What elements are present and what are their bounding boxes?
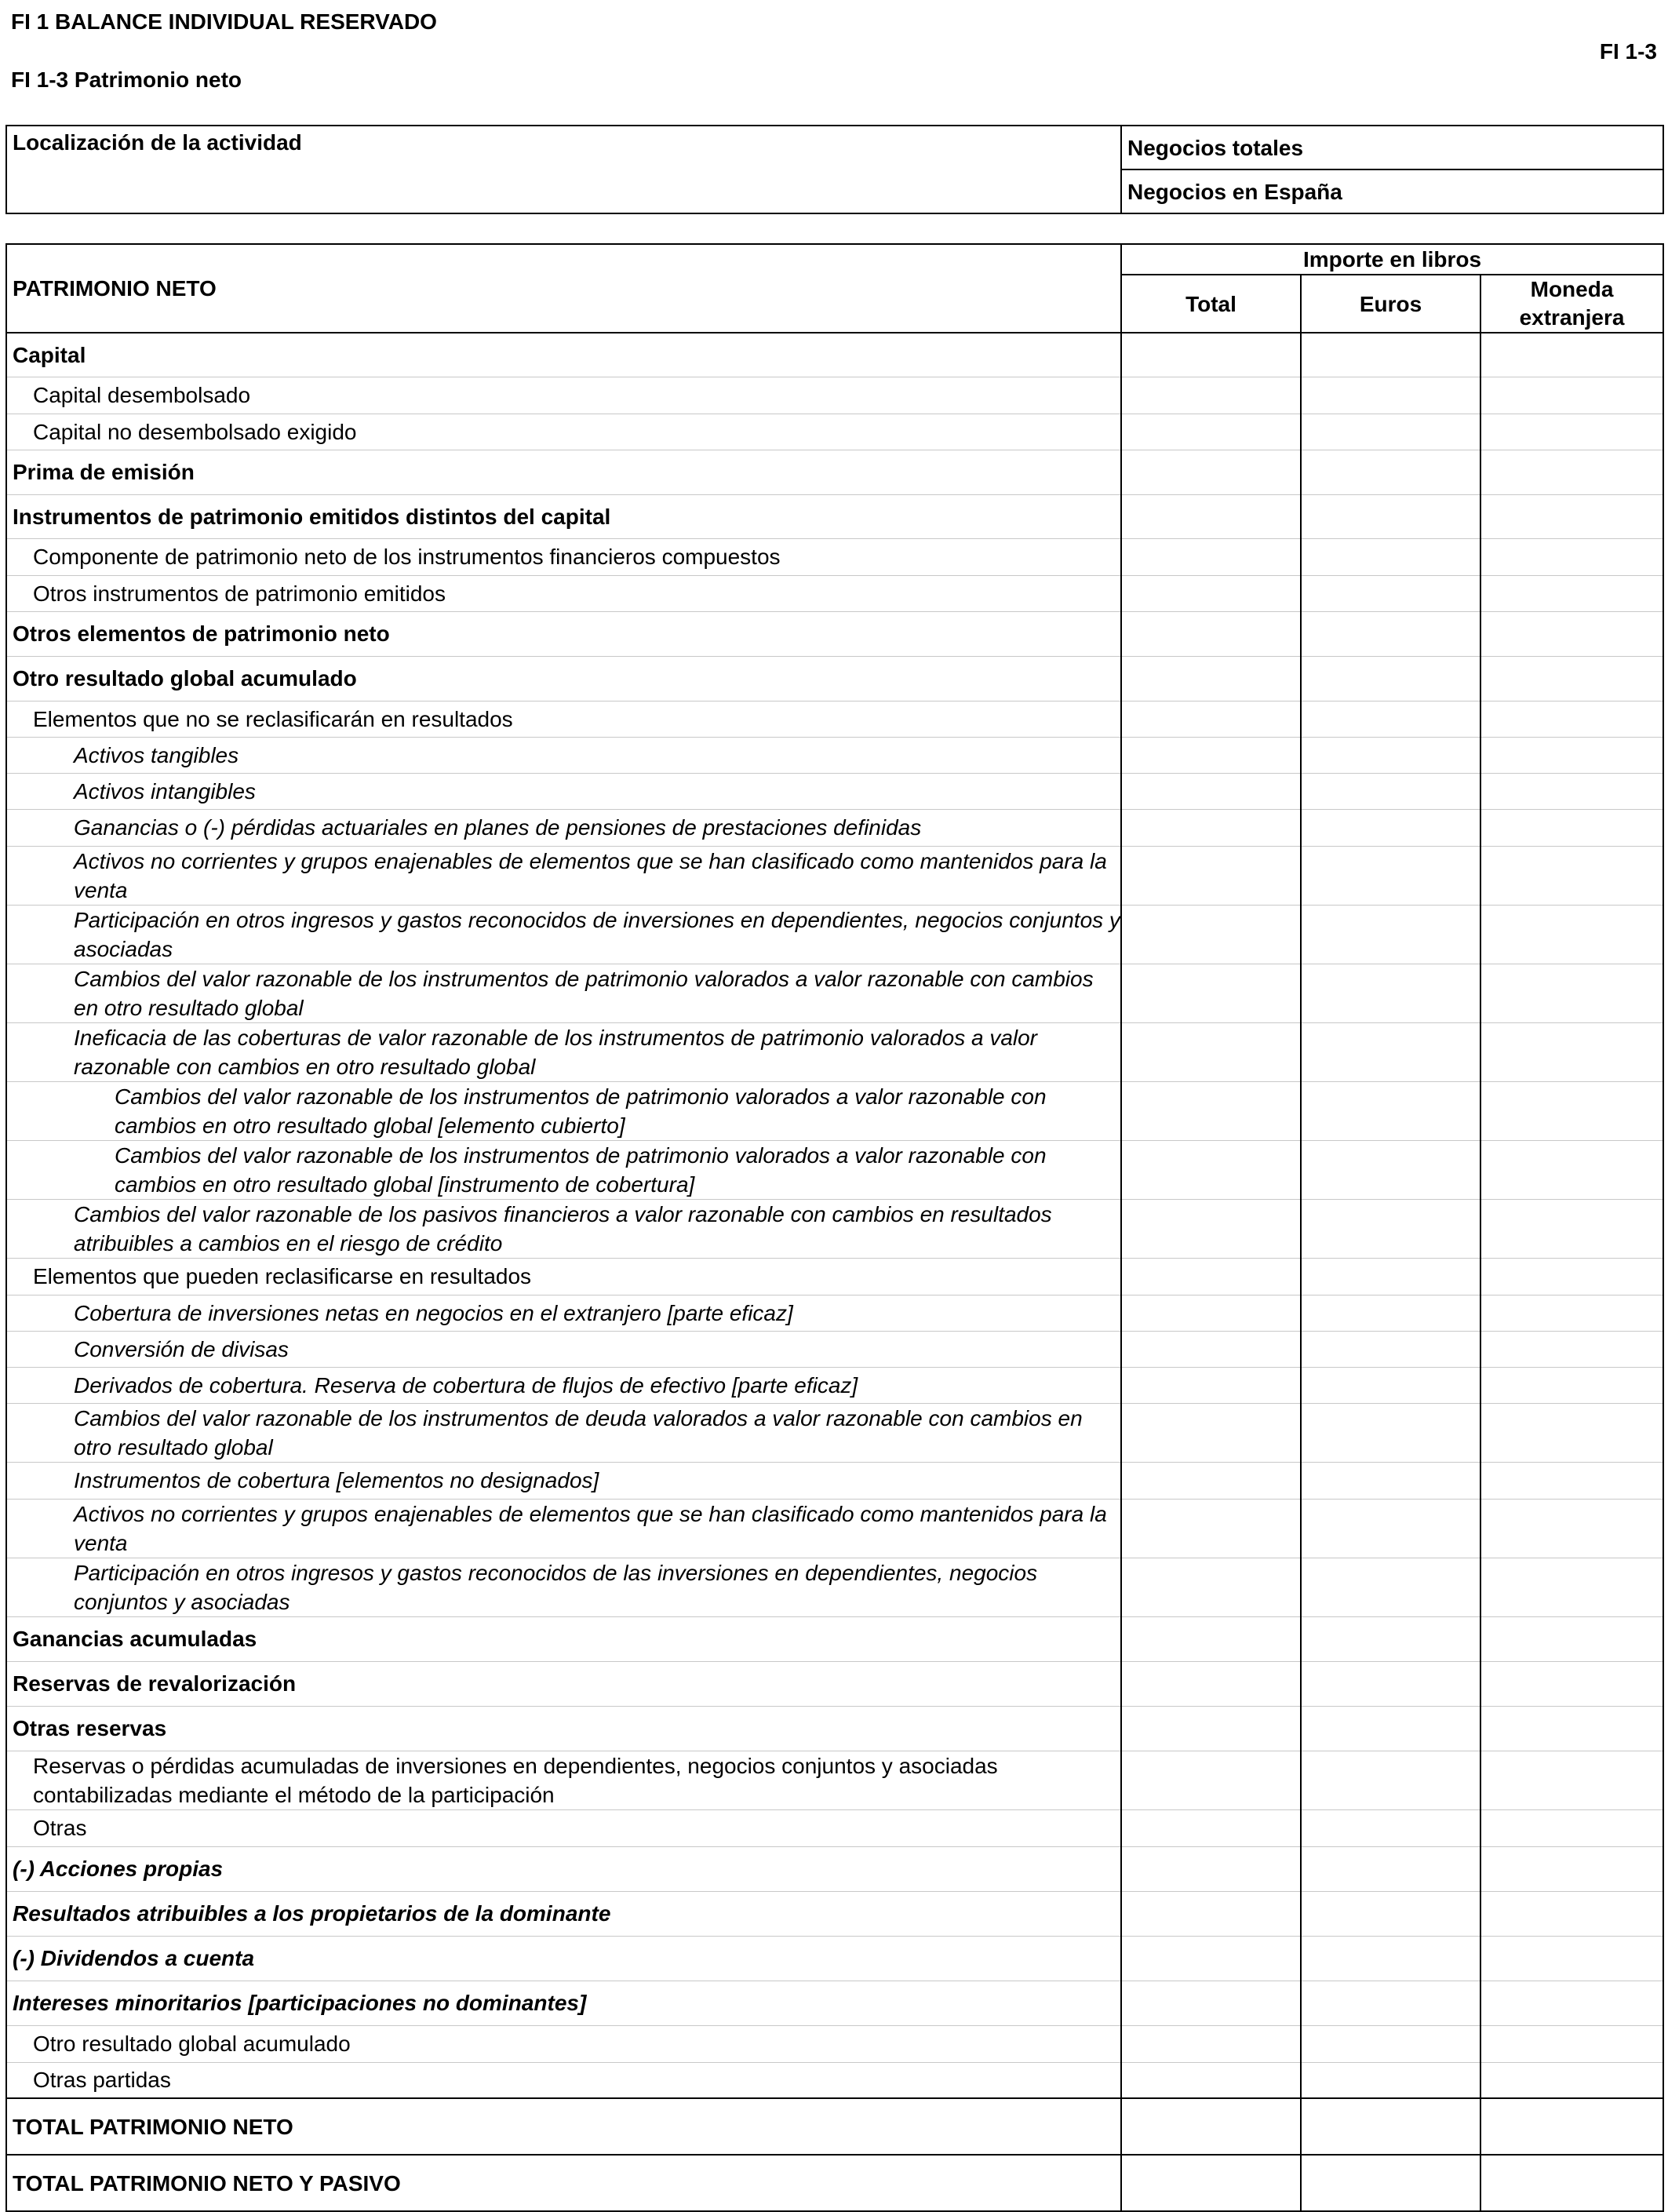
row-label: Elementos que no se reclasificarán en resultados	[6, 701, 1121, 737]
value-cell-foreign[interactable]	[1480, 905, 1663, 964]
value-cell-total[interactable]	[1121, 377, 1301, 414]
value-cell-foreign[interactable]	[1480, 1891, 1663, 1936]
value-cell-foreign[interactable]	[1480, 377, 1663, 414]
row-label: TOTAL PATRIMONIO NETO	[6, 2098, 1121, 2155]
value-cell-total[interactable]	[1121, 1936, 1301, 1981]
table-row	[6, 1891, 1663, 1936]
value-cell-total[interactable]	[1121, 1751, 1301, 1809]
value-cell-total[interactable]	[1121, 656, 1301, 701]
value-cell-foreign[interactable]	[1480, 846, 1663, 905]
row-label: Cambios del valor razonable de los instrumentos de patrimonio valorados a valor razonable con cambios en otro resultado global [instrumento de cobertura]	[6, 1140, 1121, 1199]
value-cell-euros[interactable]	[1301, 809, 1480, 846]
column-header-total: Total	[1121, 275, 1301, 333]
table-row	[6, 1140, 1663, 1199]
patrimonio-neto-table	[5, 243, 1664, 2212]
value-cell-foreign[interactable]	[1480, 450, 1663, 494]
table-row	[6, 1558, 1663, 1616]
value-cell-foreign[interactable]	[1480, 1558, 1663, 1616]
value-cell-total[interactable]	[1121, 1616, 1301, 1661]
value-cell-euros[interactable]	[1301, 1367, 1480, 1403]
value-cell-euros[interactable]	[1301, 1499, 1480, 1558]
table-row	[6, 1199, 1663, 1258]
value-cell-total[interactable]	[1121, 2155, 1301, 2211]
row-label: Elementos que pueden reclasificarse en resultados	[6, 1258, 1121, 1295]
table-row	[6, 414, 1663, 450]
value-cell-total[interactable]	[1121, 1462, 1301, 1499]
row-label: Otras reservas	[6, 1706, 1121, 1751]
location-option-total[interactable]: Negocios totales	[1121, 126, 1663, 169]
row-label: Participación en otros ingresos y gastos reconocidos de inversiones en dependientes, negocios conjuntos y asociadas	[6, 905, 1121, 964]
value-cell-foreign[interactable]	[1480, 2025, 1663, 2062]
row-label: Prima de emisión	[6, 450, 1121, 494]
table-row	[6, 2155, 1663, 2211]
value-cell-euros[interactable]	[1301, 737, 1480, 773]
value-cell-euros[interactable]	[1301, 1616, 1480, 1661]
value-cell-euros[interactable]	[1301, 1258, 1480, 1295]
table-row	[6, 1403, 1663, 1462]
table-row	[6, 1295, 1663, 1331]
row-label: Derivados de cobertura. Reserva de cobertura de flujos de efectivo [parte eficaz]	[6, 1367, 1121, 1403]
value-cell-total[interactable]	[1121, 1499, 1301, 1558]
value-cell-euros[interactable]	[1301, 1199, 1480, 1258]
value-cell-total[interactable]	[1121, 1331, 1301, 1367]
value-cell-total[interactable]	[1121, 1022, 1301, 1081]
value-cell-euros[interactable]	[1301, 1809, 1480, 1846]
value-cell-euros[interactable]	[1301, 2155, 1480, 2211]
value-cell-foreign[interactable]	[1480, 1199, 1663, 1258]
row-label: Otras	[6, 1809, 1121, 1846]
value-cell-foreign[interactable]	[1480, 773, 1663, 809]
table-row	[6, 1258, 1663, 1295]
table-row	[6, 2062, 1663, 2098]
value-cell-euros[interactable]	[1301, 1462, 1480, 1499]
row-label: Activos tangibles	[6, 737, 1121, 773]
table-row	[6, 2098, 1663, 2155]
column-header-euros: Euros	[1301, 275, 1480, 333]
value-cell-foreign[interactable]	[1480, 1936, 1663, 1981]
value-cell-euros[interactable]	[1301, 1981, 1480, 2025]
form-code: FI 1-3	[1599, 39, 1657, 64]
table-row	[6, 1367, 1663, 1403]
row-label: Instrumentos de cobertura [elementos no designados]	[6, 1462, 1121, 1499]
location-option-spain[interactable]: Negocios en España	[1121, 169, 1663, 213]
value-cell-euros[interactable]	[1301, 611, 1480, 656]
value-cell-euros[interactable]	[1301, 2025, 1480, 2062]
row-label: Cambios del valor razonable de los instrumentos de patrimonio valorados a valor razonable con cambios en otro resultado global [elemento cubierto]	[6, 1081, 1121, 1140]
table-row	[6, 1809, 1663, 1846]
row-label: Reservas de revalorización	[6, 1661, 1121, 1706]
value-cell-total[interactable]	[1121, 538, 1301, 575]
table-row	[6, 1022, 1663, 1081]
value-cell-total[interactable]	[1121, 414, 1301, 450]
value-cell-foreign[interactable]	[1480, 1462, 1663, 1499]
column-header-foreign: Moneda extranjera	[1480, 275, 1663, 333]
value-cell-total[interactable]	[1121, 333, 1301, 377]
row-label: (-) Acciones propias	[6, 1846, 1121, 1891]
value-cell-euros[interactable]	[1301, 333, 1480, 377]
row-label: Ganancias acumuladas	[6, 1616, 1121, 1661]
value-cell-euros[interactable]	[1301, 1331, 1480, 1367]
value-cell-euros[interactable]	[1301, 656, 1480, 701]
row-label: Activos no corrientes y grupos enajenables de elementos que se han clasificado como mantenidos para la venta	[6, 846, 1121, 905]
document-title: FI 1 BALANCE INDIVIDUAL RESERVADO	[11, 9, 437, 34]
value-cell-total[interactable]	[1121, 809, 1301, 846]
table-row	[6, 2025, 1663, 2062]
value-cell-total[interactable]	[1121, 1199, 1301, 1258]
value-cell-foreign[interactable]	[1480, 737, 1663, 773]
value-cell-euros[interactable]	[1301, 1081, 1480, 1140]
value-cell-foreign[interactable]	[1480, 1751, 1663, 1809]
value-cell-foreign[interactable]	[1480, 2155, 1663, 2211]
value-cell-total[interactable]	[1121, 611, 1301, 656]
row-label: Resultados atribuibles a los propietarios de la dominante	[6, 1891, 1121, 1936]
value-cell-foreign[interactable]	[1480, 2062, 1663, 2098]
row-label: Cobertura de inversiones netas en negocios en el extranjero [parte eficaz]	[6, 1295, 1121, 1331]
value-cell-euros[interactable]	[1301, 450, 1480, 494]
table-row	[6, 701, 1663, 737]
value-cell-total[interactable]	[1121, 450, 1301, 494]
value-cell-foreign[interactable]	[1480, 1295, 1663, 1331]
value-cell-foreign[interactable]	[1480, 1809, 1663, 1846]
row-label: Otro resultado global acumulado	[6, 656, 1121, 701]
group-header: Importe en libros	[1121, 244, 1663, 275]
value-cell-foreign[interactable]	[1480, 333, 1663, 377]
value-cell-euros[interactable]	[1301, 1022, 1480, 1081]
value-cell-euros[interactable]	[1301, 1891, 1480, 1936]
row-label: Intereses minoritarios [participaciones no dominantes]	[6, 1981, 1121, 2025]
value-cell-euros[interactable]	[1301, 414, 1480, 450]
value-cell-total[interactable]	[1121, 905, 1301, 964]
value-cell-total[interactable]	[1121, 701, 1301, 737]
value-cell-total[interactable]	[1121, 1295, 1301, 1331]
row-label: Conversión de divisas	[6, 1331, 1121, 1367]
value-cell-foreign[interactable]	[1480, 1081, 1663, 1140]
row-label: Otro resultado global acumulado	[6, 2025, 1121, 2062]
value-cell-euros[interactable]	[1301, 1661, 1480, 1706]
table-row	[6, 846, 1663, 905]
row-label: Capital no desembolsado exigido	[6, 414, 1121, 450]
value-cell-foreign[interactable]	[1480, 964, 1663, 1022]
table-row	[6, 538, 1663, 575]
table-row	[6, 964, 1663, 1022]
row-label: Cambios del valor razonable de los instrumentos de deuda valorados a valor razonable con cambios en otro resultado global	[6, 1403, 1121, 1462]
value-cell-total[interactable]	[1121, 1258, 1301, 1295]
table-row	[6, 333, 1663, 377]
value-cell-euros[interactable]	[1301, 1706, 1480, 1751]
value-cell-euros[interactable]	[1301, 538, 1480, 575]
table-row	[6, 1499, 1663, 1558]
value-cell-euros[interactable]	[1301, 846, 1480, 905]
value-cell-foreign[interactable]	[1480, 809, 1663, 846]
table-row	[6, 809, 1663, 846]
value-cell-euros[interactable]	[1301, 964, 1480, 1022]
value-cell-euros[interactable]	[1301, 1403, 1480, 1462]
value-cell-total[interactable]	[1121, 575, 1301, 611]
value-cell-euros[interactable]	[1301, 1751, 1480, 1809]
row-label: Participación en otros ingresos y gastos reconocidos de las inversiones en dependientes, negocios conjuntos y asociadas	[6, 1558, 1121, 1616]
row-label: Reservas o pérdidas acumuladas de inversiones en dependientes, negocios conjuntos y asociadas contabilizadas mediante el método de la participación	[6, 1751, 1121, 1809]
table-row	[6, 1936, 1663, 1981]
table-row	[6, 773, 1663, 809]
value-cell-foreign[interactable]	[1480, 1661, 1663, 1706]
value-cell-total[interactable]	[1121, 1140, 1301, 1199]
table-row	[6, 575, 1663, 611]
table-row	[6, 377, 1663, 414]
value-cell-foreign[interactable]	[1480, 1499, 1663, 1558]
value-cell-total[interactable]	[1121, 1891, 1301, 1936]
value-cell-total[interactable]	[1121, 2025, 1301, 2062]
row-label: Ineficacia de las coberturas de valor razonable de los instrumentos de patrimonio valorados a valor razonable con cambios en otro resultado global	[6, 1022, 1121, 1081]
table-row	[6, 656, 1663, 701]
value-cell-foreign[interactable]	[1480, 611, 1663, 656]
value-cell-foreign[interactable]	[1480, 2098, 1663, 2155]
value-cell-euros[interactable]	[1301, 575, 1480, 611]
table-row	[6, 905, 1663, 964]
value-cell-euros[interactable]	[1301, 773, 1480, 809]
value-cell-total[interactable]	[1121, 1081, 1301, 1140]
table-row	[6, 1616, 1663, 1661]
value-cell-total[interactable]	[1121, 2062, 1301, 2098]
row-label: Componente de patrimonio neto de los instrumentos financieros compuestos	[6, 538, 1121, 575]
value-cell-foreign[interactable]	[1480, 1706, 1663, 1751]
row-label: Ganancias o (-) pérdidas actuariales en planes de pensiones de prestaciones definidas	[6, 809, 1121, 846]
value-cell-foreign[interactable]	[1480, 1022, 1663, 1081]
value-cell-total[interactable]	[1121, 1661, 1301, 1706]
table-row	[6, 1462, 1663, 1499]
value-cell-foreign[interactable]	[1480, 494, 1663, 538]
value-cell-total[interactable]	[1121, 2098, 1301, 2155]
value-cell-total[interactable]	[1121, 1403, 1301, 1462]
row-label: Capital desembolsado	[6, 377, 1121, 414]
value-cell-euros[interactable]	[1301, 2098, 1480, 2155]
table-row	[6, 494, 1663, 538]
value-cell-total[interactable]	[1121, 964, 1301, 1022]
table-row	[6, 1981, 1663, 2025]
value-cell-foreign[interactable]	[1480, 1981, 1663, 2025]
value-cell-total[interactable]	[1121, 1367, 1301, 1403]
row-label: Otros elementos de patrimonio neto	[6, 611, 1121, 656]
value-cell-total[interactable]	[1121, 1846, 1301, 1891]
row-label: Instrumentos de patrimonio emitidos distintos del capital	[6, 494, 1121, 538]
table-row	[6, 1706, 1663, 1751]
value-cell-total[interactable]	[1121, 846, 1301, 905]
row-label: (-) Dividendos a cuenta	[6, 1936, 1121, 1981]
value-cell-total[interactable]	[1121, 1706, 1301, 1751]
location-table	[5, 125, 1664, 214]
row-label: Cambios del valor razonable de los pasivos financieros a valor razonable con cambios en resultados atribuibles a cambios en el riesgo de crédito	[6, 1199, 1121, 1258]
row-label: TOTAL PATRIMONIO NETO Y PASIVO	[6, 2155, 1121, 2211]
table-row	[6, 737, 1663, 773]
value-cell-foreign[interactable]	[1480, 575, 1663, 611]
table-row	[6, 1751, 1663, 1809]
value-cell-foreign[interactable]	[1480, 1616, 1663, 1661]
section-label: PATRIMONIO NETO	[6, 244, 1121, 333]
table-row	[6, 611, 1663, 656]
value-cell-euros[interactable]	[1301, 1558, 1480, 1616]
value-cell-euros[interactable]	[1301, 1846, 1480, 1891]
value-cell-foreign[interactable]	[1480, 1331, 1663, 1367]
value-cell-euros[interactable]	[1301, 494, 1480, 538]
value-cell-foreign[interactable]	[1480, 1367, 1663, 1403]
row-label: Activos no corrientes y grupos enajenables de elementos que se han clasificado como mantenidos para la venta	[6, 1499, 1121, 1558]
value-cell-total[interactable]	[1121, 1981, 1301, 2025]
row-label: Activos intangibles	[6, 773, 1121, 809]
table-row	[6, 1331, 1663, 1367]
table-row	[6, 1661, 1663, 1706]
value-cell-euros[interactable]	[1301, 377, 1480, 414]
value-cell-foreign[interactable]	[1480, 1846, 1663, 1891]
table-row	[6, 1846, 1663, 1891]
value-cell-foreign[interactable]	[1480, 1403, 1663, 1462]
value-cell-euros[interactable]	[1301, 1295, 1480, 1331]
table-row	[6, 450, 1663, 494]
row-label: Otros instrumentos de patrimonio emitidos	[6, 575, 1121, 611]
table-row	[6, 1081, 1663, 1140]
row-label: Cambios del valor razonable de los instrumentos de patrimonio valorados a valor razonable con cambios en otro resultado global	[6, 964, 1121, 1022]
value-cell-euros[interactable]	[1301, 2062, 1480, 2098]
value-cell-foreign[interactable]	[1480, 1140, 1663, 1199]
value-cell-euros[interactable]	[1301, 905, 1480, 964]
section-subtitle: FI 1-3 Patrimonio neto	[11, 67, 242, 92]
value-cell-total[interactable]	[1121, 737, 1301, 773]
value-cell-foreign[interactable]	[1480, 701, 1663, 737]
value-cell-total[interactable]	[1121, 1809, 1301, 1846]
value-cell-foreign[interactable]	[1480, 656, 1663, 701]
row-label: Otras partidas	[6, 2062, 1121, 2098]
location-label: Localización de la actividad	[6, 126, 1121, 213]
value-cell-total[interactable]	[1121, 1558, 1301, 1616]
value-cell-euros[interactable]	[1301, 701, 1480, 737]
value-cell-euros[interactable]	[1301, 1936, 1480, 1981]
value-cell-euros[interactable]	[1301, 1140, 1480, 1199]
value-cell-foreign[interactable]	[1480, 538, 1663, 575]
row-label: Capital	[6, 333, 1121, 377]
value-cell-foreign[interactable]	[1480, 1258, 1663, 1295]
value-cell-total[interactable]	[1121, 773, 1301, 809]
value-cell-foreign[interactable]	[1480, 414, 1663, 450]
value-cell-total[interactable]	[1121, 494, 1301, 538]
